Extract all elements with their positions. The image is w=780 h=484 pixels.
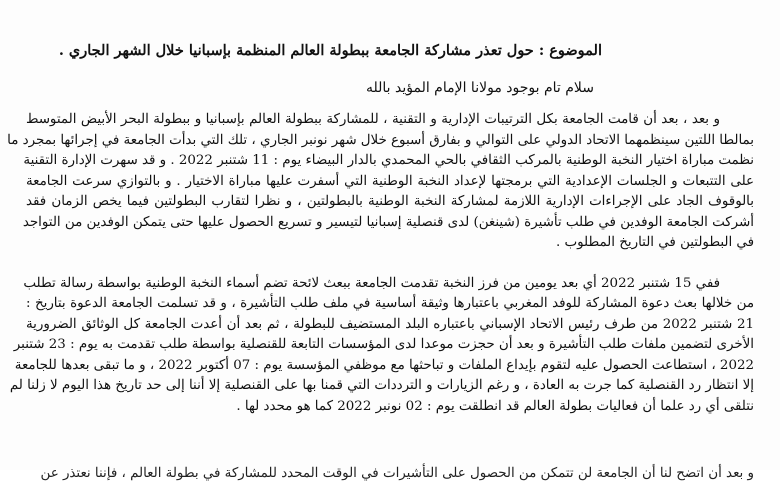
paragraph-2 [9,274,754,418]
paragraph-2-line: ففي 15 شتنبر 2022 أي بعد يومين من فرز النخبة تقدمت الجامعة ببعث لائحة تضم أسماء النخبة الوطنية بواسطة رسالة تطلب [23,275,720,291]
letter-greeting: سلام تام بوجود مولانا الإمام المؤيد بالله [365,80,594,96]
paragraph-2-line: 21 شتنبر 2022 من طرف رئيس الاتحاد الإسباني باعتباره البلد المستضيف للبطولة ، ثم بعد أن أعدت الجامعة كل الوثائق الضرورية [26,316,754,332]
paragraph-1-line: على التتبعات و الجلسات الإعدادية التي برمجتها لإعداد النخبة الوطنية التي أسفرت عليها مباراة الاختيار . و بالتوازي سرعت الجامعة [26,173,754,189]
paragraph-2-line: الأخرى لتضمين ملفات طلب التأشيرة و بعد أن حجزت موعدا لدى المؤسسات التابعة للقنصلية بواسطة طلب تقدمت به يوم : 23 شتنبر [13,337,754,352]
paragraph-1-line: بمالطا اللتين سينظمهما الاتحاد الدولي على التوالي و بفارق أسبوع خلال شهر نونبر الجاري ، تلك التي بدأت الجامعة في إجرائها بمجرد ما [7,132,754,148]
paragraph-2-line: 2022 ، استطاعت الحصول عليه لتقوم بإيداع الملفات و تباحثها مع موظفي المؤسسة يوم : 07 أكتوبر 2022 ، و ما تبقى بعدها للجامعة [14,357,754,373]
paragraph-1-line: و بعد ، بعد أن قامت الجامعة بكل الترتيبات الإدارية و التقنية ، للمشاركة ببطولة العالم بإسبانيا و ببطولة البحر الأبيض المتوسط [26,112,720,127]
cutoff-line: و بعد أن اتضح لنا أن الجامعة لن تتمكن من الحصول على التأشيرات في الوقت المحدد للمشاركة في بطولة العالم ، فإننا نعتذر عن [40,466,754,481]
paragraph-1-line: نظمت مباراة اختيار النخبة الوطنية بالمركب الثقافي بالحي المحمدي بالدار البيضاء يوم : 11 شتنبر 2022 . و قد سهرت الإدارة التقنية [23,153,754,168]
paragraph-2-line: إلا انتظار رد القنصلية كما جرت به العادة ، و رغم الزيارات و الترددات التي قمنا بها على القنصلية إلا أننا إلى حد تاريخ هذا اليوم لا زلنا لم [9,378,754,393]
paragraph-2-line: نتلقى أي رد علما أن فعاليات بطولة العالم قد انطلقت يوم : 02 نونبر 2022 كما هو محدد لها . [236,398,754,414]
paragraph-1-line: في البطولتين في التاريخ المطلوب . [555,235,754,250]
paragraph-2-line: من خلالها بعث دعوة المشاركة للوفد المغربي باعتبارها وثيقة أساسية في ملف طلب التأشيرة ، و قد تسلمت الجامعة الدعوة بتاريخ : [26,296,754,311]
paragraph-1 [7,110,754,254]
paragraph-1-line: بالوقوف الجاد على الإجراءات الإدارية اللازمة لمشاركة النخبة الوطنية بالبطولتين ، و نظرا لتقارب البطولتين فيما يخص الزمان فقد [26,194,754,209]
letter-subject: الموضوع : حول تعذر مشاركة الجامعة ببطولة العالم المنظمة بإسبانيا خلال الشهر الجاري . [58,42,602,59]
paragraph-1-line: أشركت الجامعة الوفدين في طلب تأشيرة (شينغن) لدى قنصلية إسبانيا لتيسير و تسريع الحصول عليها حتى يتمكن الوفدين من التواجد [22,214,754,230]
